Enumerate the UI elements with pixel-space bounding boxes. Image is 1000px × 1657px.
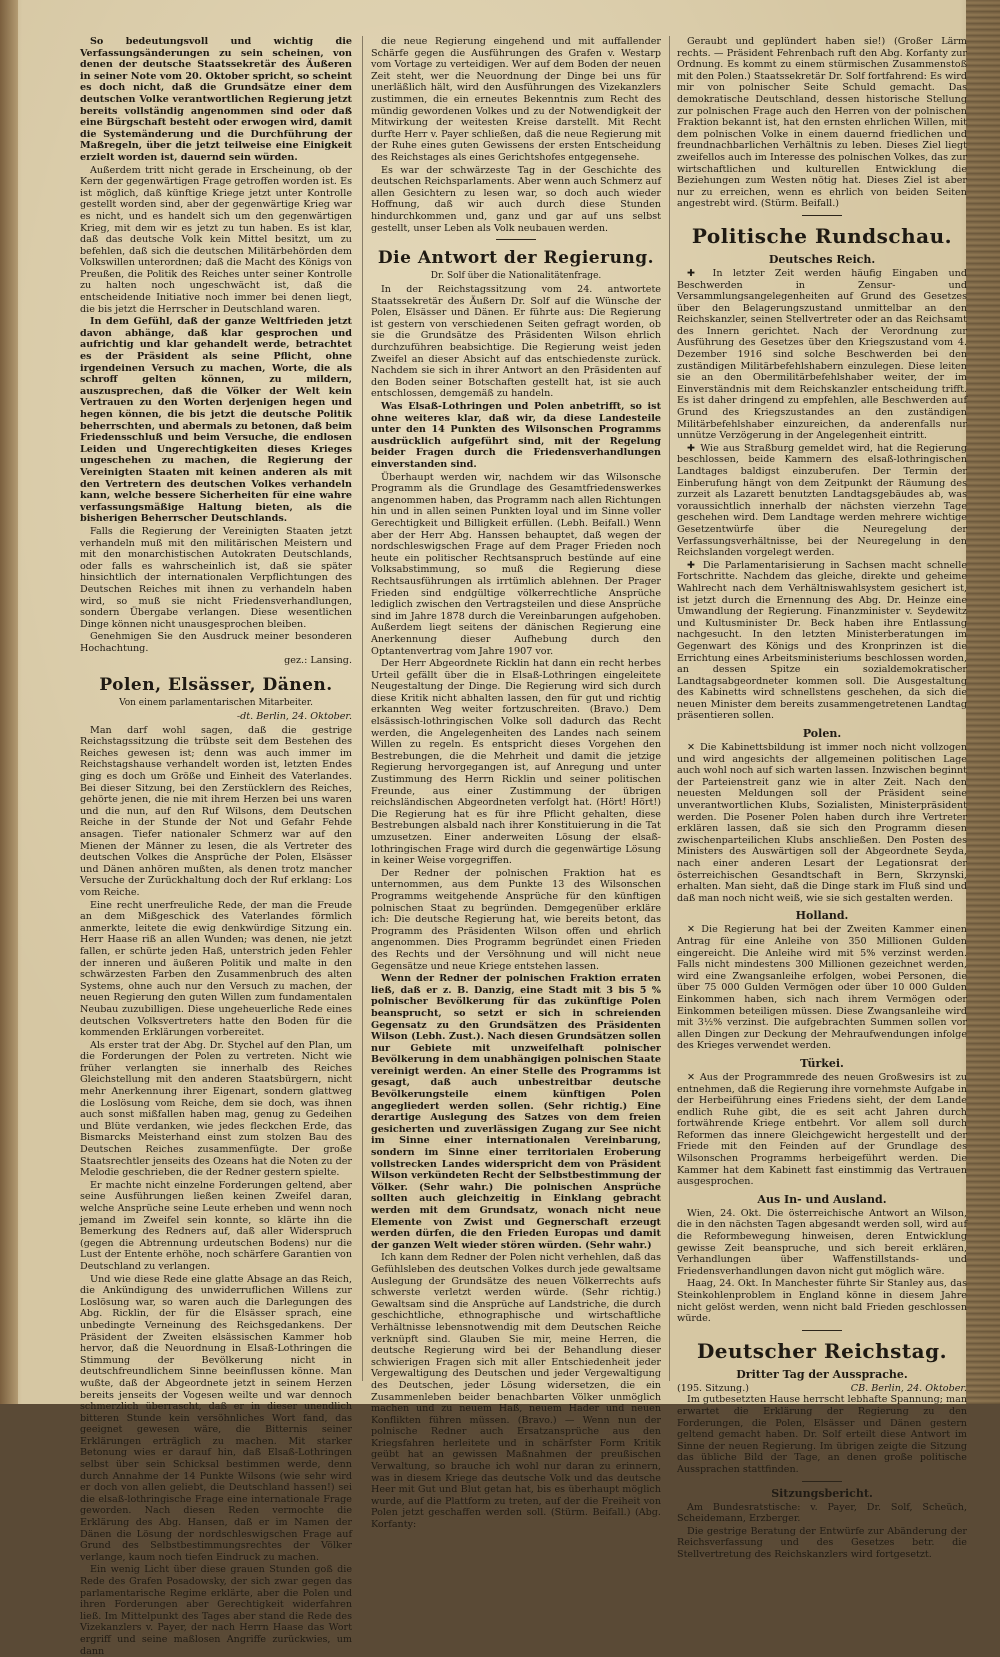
article-paragraph: Eine recht unerfreuliche Rede, der man die Freude an dem Mißgeschick des Vaterlandes förmlich anmerkte, leitete die ewig denkwürdige Sitzung ein. Herr Haase riß an allen Wunden; was denen, nie jetzt fallen, er schürte jeden Haß, unterstrich jeden Fehler der inneren und äußeren Politik und malte in den schwärzesten Farben den Zusammenbruch des alten Systems, ohne auch nur den Versuch zu machen, der neuen Regierung den guten Willen zum fundamentalen Neubau zuzubilligen. Diese ungeheuerliche Rede eines deutschen Volksvertreters hatte den Boden für die kommenden Erklärungen vorbereitet. xyxy=(80,899,352,1039)
byline: Von einem parlamentarischen Mitarbeiter. xyxy=(119,698,313,709)
section-heading-deutsches-reich: Deutsches Reich. xyxy=(768,252,876,266)
news-item: ✚ Die Parlamentarisierung in Sachsen macht schnelle Fortschritte. Nachdem das gleiche, direkte und geheime Wahlrecht nach dem Verhältniswahlsystem gesichert ist, ist jetzt durch die Ernennung des Abg. Dr. Heinze eine Umwandlung der Regierung. Finanzminister v. Seydewitz und Kultusminister Dr. Beck haben ihre Entlassung nachgesucht. In den letzten Ministerberatungen im Gegenwart des Königs und des Kronprinzen ist die Errichtung eines Arbeitsministeriums beschlossen worden, an dessen Spitze ein sozialdemokratischer Landtagsabgeordneter kommen soll. Die Ausgestaltung des Kabinetts wird schnellstens geschehen, da sich die neuen Minister dem bereits zusammengetretenen Landtag präsentieren sollen. xyxy=(677,559,967,722)
article-paragraph: Der Herr Abgeordnete Ricklin hat dann ein recht herbes Urteil gefällt über die in Elsaß-Lothringen eingeleitete Neugestaltung der Dinge. Die Regierung wird sich durch diese Kritik nicht abhalten lassen, den für gut und richtig erkannten Weg weiter fortzuschreiten. (Bravo.) Dem elsässisch-lothringischen Volke soll dadurch das Recht werden, die Angelegenheiten des Landes nach seinem Willen zu regeln. Es entspricht dieses Vorgehen den Bestrebungen, die die Mehrheit und damit die jetzige Regierung hervorgegangen ist, auf Anregung und unter Zustimmung des Herrn Ricklin und seiner politischen Freunde, aus einer Zustimmung der übrigen reichsländischen Abgeordneten verfolgt hat. (Hört! Hört!) Die Regierung hat es für ihre Pflicht gehalten, diese Bestrebungen alsbald nach ihrer Konstituierung in die Tat umzusetzen. Einer anderweiten Lösung der elsaß-lothringischen Frage wird durch die gegenwärtige Lösung in keiner Weise vorgegriffen. xyxy=(371,658,661,867)
news-item: ✕ Die Regierung hat bei der Zweiten Kammer einen Antrag für eine Anleihe von 350 Millionen Gulden eingereicht. Die Anleihe wird mit 5% verzinst werden. Falls nicht mindestens 300 Millionen gezeichnet werden, wird eine Zwangsanleihe erfolgen, wobei Personen, die über 75 000 Gulden Vermögen oder über 10 000 Gulden Einkommen haben, sich nach ihrem Vermögen oder Einkommen beteiligen müssen. Diese Zwangsanleihe wird mit 3½% verzinst. Die aufgebrachten Summen sollen vor allen Dingen zur Deckung der Mehraufwendungen infolge des Krieges verwendet werden. xyxy=(677,924,967,1052)
session-label: (195. Sitzung.) xyxy=(677,1382,749,1394)
article-paragraph: Ein wenig Licht über diese grauen Stunden goß die Rede des Grafen Posadowsky, der sich zwar gegen das parlamentarische Regime erklärte, aber die Polen und ihren Forderungen aber Gerechtigkeit widerfahren ließ. Im Mittelpunkt des Tages aber stand die Rede des Vizekanzlers v. Payer, der nach Herrn Haase das Wort ergriff und seine maßlosen Angriffe zurückwies, um dann xyxy=(80,1564,352,1657)
subheadline: Dr. Solf über die Nationalitätenfrage. xyxy=(430,271,602,282)
wilson-note-paragraph: Falls die Regierung der Vereinigten Staaten jetzt verhandeln muß mit den militärischen Meistern und mit den monarchistischen Autokraten Deutschlands, oder falls es wahrscheinlich ist, daß sie später hinsichtlich der internationalen Verpflichtungen des Deutschen Reiches mit ihnen zu verhandeln haben wird, so muß sie nicht Friedensverhandlungen, sondern Übergabe verlangen. Diese wesentlichen Dinge können nicht unausgesprochen bleiben. xyxy=(80,525,352,630)
section-divider xyxy=(802,1481,842,1482)
session-dateline: CB. Berlin, 24. Oktober. xyxy=(850,1382,967,1394)
section-heading-ausland: Aus In- und Ausland. xyxy=(757,1192,887,1206)
headline-antwort-regierung: Die Antwort der Regierung. xyxy=(377,248,655,269)
article-paragraph: Und wie diese Rede eine glatte Absage an das Reich, die Ankündigung des unwiderruflichen Willens zur Loslösung war, so waren auch die Darlegungen des Abg. Ricklin, der für die Elsässer sprach, eine unbedingte Verneinung des Reichsgedankens. Der Präsident der Zweiten elsässischen Kammer hob hervor, daß die Neuordnung in Elsaß-Lothringen die Stimmung der Bevölkerung nicht in deutschfreundlichem Sinne beeinflussen könne. Man wußte, daß der Abgeordnete jetzt in seinem Herzen bereits jenseits der Vogesen weilte und war dennoch schmerzlich überrascht, daß er in dieser unendlich bitteren Stunde kein versöhnliches Wort fand, das geeignet gewesen wäre, die Bitternis seiner Erklärungen erträglich zu machen. Mit starker Betonung wies er darauf hin, daß Elsaß-Lothringen selbst über sein Schicksal bestimmen werde, denn durch Annahme der 14 Punkte Wilsons (wie sehr wird er doch von allen geliebt, die Deutschland hassen!) sei die elsaß-lothringische Frage eine internationale Frage geworden. Nach diesen Reden vermochte die Erklärung des Abg. Hansen, daß er im Namen der Dänen die Lösung der nordschleswigschen Frage auf Grund des Selbstbestimmungsrechtes der Völker verlange, kaum noch tiefen Eindruck zu machen. xyxy=(80,1273,352,1563)
news-item: ✕ Aus der Programmrede des neuen Großwesirs ist zu entnehmen, daß die Regierung ihre vornehmste Aufgabe in der Herbeiführung eines Friedens sieht, der dem Lande endlich Ruhe gibt, die es seit acht Jahren durch fortwährende Kriege entbehrt. Vor allem soll durch Reformen das innere Gleichgewicht hergestellt und der Friede mit den Feinden auf der Grundlage des Wilsonschen Programms herbeigeführt werden. Die Kammer hat dem Kabinett fast einstimmig das Vertrauen ausgesprochen. xyxy=(677,1071,967,1188)
wilson-note-signature: gez.: Lansing. xyxy=(284,655,352,667)
section-divider xyxy=(802,1330,842,1331)
section-heading-polen: Polen. xyxy=(802,727,842,741)
article-paragraph: Im gutbesetzten Hause herrscht lebhafte Spannung; man erwartet die Erklärung der Regierung zu den Forderungen, die Polen, Elsässer und Dänen gestern geltend gemacht haben. Dr. Solf erteilt diese Antwort im Sinne der neuen Regierung. Im übrigen zeigte die Sitzung das übliche Bild der Tage, an denen große politische Aussprachen stattfinden. xyxy=(677,1394,968,1475)
article-paragraph: Es war der schwärzeste Tag in der Geschichte des deutschen Reichsparlaments. Aber wenn auch Schmerz auf allen Gesichtern zu lesen war, so doch auch wieder Hoffnung, daß wir auch durch diese Stunden hindurchkommen und, ganz und gar auf uns selbst gestellt, unser Leben als Volk neubauen werden. xyxy=(371,164,661,234)
section-heading-tuerkei: Türkei. xyxy=(800,1056,844,1070)
news-item: ✚ In letzter Zeit werden häufig Eingaben und Beschwerden in Zensur- und Versammlungsangelegenheiten auf Grund des Gesetzes über den Belagerungszustand unmittelbar an den Reichskanzler, seinen Stellvertreter oder an das Reichsamt des Innern gerichtet. Nach der Verordnung zur Ausführung des Gesetzes über den Kriegszustand vom 4. Dezember 1916 sind solche Beschwerden bei den zuständigen Militärbefehlshabern einzulegen. Diese leiten sie an den Obermilitärbefehlshaber weiter, der im Einverständnis mit dem Reichskanzler entscheidung trifft. Es ist daher dringend zu empfehlen, alle Beschwerden auf Grund des Kriegszustandes an den zuständigen Militärbefehlshaber einzureichen, da anderenfalls nur unnütze Verzögerung in der Angelegenheit eintritt. xyxy=(677,267,967,442)
news-item: Haag, 24. Okt. In Manchester führte Sir Stanley aus, das Steinkohlenproblem in England könne in diesem Jahre nicht gelöst werden, wenn nicht bald Frieden geschlossen würde. xyxy=(677,1278,967,1325)
article-paragraph: Als erster trat der Abg. Dr. Stychel auf den Plan, um die Forderungen der Polen zu vertreten. Nicht wie früher verlangten sie innerhalb des Reiches Gleichstellung mit den anderen Staatsbürgern, nicht mehr Anerkennung ihrer Eigenart, sondern glattweg die Loslösung vom Reiche, dem sie doch, was ihnen auch sonst mißfallen haben mag, genug zu Gedeihen und Blüte verdanken, wie jedes fleckchen Erde, das Bismarcks Meisterhand einst zum stolzen Bau des Deutschen Reiches zusammenfügte. Der große Staatsrechtler jenseits des Ozeans hat die Noten zu der Melodie geschrieben, die der Redner gestern spielte. xyxy=(80,1039,352,1179)
article-paragraph: Geraubt und geplündert haben sie!) (Großer Lärm rechts. — Präsident Fehrenbach ruft den Abg. Korfanty zur Ordnung. Es kommt zu einem stürmischen Zusammenstoß mit den Polen.) Staatssekretär Dr. Solf fortfahrend: Es wird mir von polnischer Seite Schuld gemacht. Das demokratische Deutschland, dessen historische Stellung zur polnischen Frage auch den Herren von der polnischen Fraktion bekannt ist, hat den ernsten ehrlichen Willen, mit dem polnischen Volke in einem dauernd friedlichen und freundnachbarlichen Verhältnis zu leben. Dieses Ziel liegt zweifellos auch im Interesse des polnischen Volkes, das zur wirtschaftlichen und kulturellen Entwicklung die Beziehungen zum Westen nötig hat. Dieses Ziel ist aber nur zu erreichen, wenn es ehrlich von beiden Seiten angestrebt wird. (Stürm. Beifall.) xyxy=(677,36,967,210)
wilson-note-paragraph: Außerdem tritt nicht gerade in Erscheinung, ob der Kern der gegenwärtigen Frage getroffen worden ist. Es ist möglich, daß künftige Kriege jetzt unter Kontrolle gestellt worden sind, aber der gegenwärtige Krieg war es nicht, und es handelt sich um den gegenwärtigen Krieg, mit dem wir es jetzt zu tun haben. Es ist klar, daß das deutsche Volk kein Mittel besitzt, um zu befehlen, daß sich die deutschen Militärbehörden dem Volkswillen unterordnen; daß die Macht des Königs von Preußen, die Politik des Reiches unter seiner Kontrolle zu halten noch ungeschwächt ist, daß die entscheidende Initiative noch immer bei denen liegt, die bis jetzt die Herrscher in Deutschland waren. xyxy=(80,164,352,315)
page-binding xyxy=(0,0,18,1404)
article-paragraph: Überhaupt werden wir, nachdem wir das Wilsonsche Programm als die Grundlage des Gesamtfriedenswerkes angenommen haben, das Programm nach allen Richtungen hin und in allen seinen Punkten loyal und im Sinne voller Gerechtigkeit und Billigkeit erfüllen. (Lebh. Beifall.) Wenn aber der Herr Abg. Hanssen behauptet, daß wegen der nordschleswigschen Frage auf dem Prager Frieden noch heute ein politischer Rechtsanspruch bestünde auf eine Volksabstimmung, so muß die Regierung diese Rechtsausführungen als irrtümlich ablehnen. Der Prager Frieden sind endgültige völkerrechtliche Ansprüche lediglich zwischen den Vertragsteilen und diese Ansprüche sind im Jahre 1878 durch die Vereinbarungen aufgehoben. Außerdem liegt seitens der dänischen Regierung eine Anerkennung dieser Aufhebung durch den Optantenvertrag vom Jahre 1907 vor. xyxy=(371,471,661,657)
article-paragraph: Man darf wohl sagen, daß die gestrige Reichstagssitzung die trübste seit dem Bestehen des Reiches gewesen ist; denn was auch immer im Reichstagshause verhandelt worden ist, letzten Endes ging es doch um Größe und Einheit des Vaterlandes. Bei dieser Sitzung, bei den Zerstücklern des Reiches, gehörte jenen, die nie mit ihrem Herzen bei uns waren und die nun, auf den Ruf Wilsons, dem Deutschen Reiche in der Stunde der Not und Gefahr Fehde ansagen. Tiefer nationaler Schmerz war auf den Mienen der Männer zu lesen, die als Vertreter des deutschen Volkes die Ansprüche der Polen, Elsässer und Dänen anhören mußten, als denen trotz mancher Versuche der Zurückhaltung doch der Ruf erklang: Los vom Reiche. xyxy=(80,724,352,898)
dateline: -dt. Berlin, 24. Oktober. xyxy=(236,711,352,723)
wilson-note-paragraph: In dem Gefühl, daß der ganze Weltfrieden jetzt davon abhänge, daß klar gesprochen und aufrichtig und klar gehandelt werde, betrachtet es der Präsident als seine Pflicht, ohne irgendeinen Versuch zu machen, Worte, die als schroff gelten können, zu mildern, auszusprechen, daß die Völker der Welt kein Vertrauen zu den Worten derjenigen hegen und hegen können, die bis jetzt die deutsche Politik beherrschten, und abermals zu betonen, daß beim Friedensschluß und beim Versuche, die endlosen Leiden und Ungerechtigkeiten dieses Krieges ungeschehen zu machen, die Regierung der Vereinigten Staaten mit keinen anderen als mit den Vertretern des deutschen Volkes verhandeln kann, welche bessere Sicherheiten für eine wahre verfassungsmäßige Haltung bieten, als die bisherigen Beherrscher Deutschlands. xyxy=(80,316,352,525)
headline-politische-rundschau: Politische Rundschau. xyxy=(691,223,953,248)
section-heading-holland: Holland. xyxy=(795,909,849,923)
column-rule-1 xyxy=(362,36,363,1381)
article-paragraph: Der Redner der polnischen Fraktion hat es unternommen, aus dem Punkte 13 des Wilsonschen Programms weitgehende Ansprüche für den künftigen polnischen Staat zu begründen. Demgegenüber erkläre ich: Die deutsche Regierung hat, wie bereits betont, das Programm des Präsidenten Wilson offen und ehrlich angenommen. Dies Programm begründet einen Frieden des Rechts und der Versöhnung und will nicht neue Gegensätze und neue Kriege entstehen lassen. xyxy=(371,867,661,972)
section-divider xyxy=(802,215,842,216)
article-paragraph: Was Elsaß-Lothringen und Polen anbetrifft, so ist ohne weiteres klar, daß wir, da diese Landesteile unter den 14 Punkten des Wilsonschen Programms ausdrücklich aufgeführt sind, mit der Regelung beider Fragen durch die Friedensverhandlungen einverstanden sind. xyxy=(371,401,661,470)
column-3 xyxy=(677,36,968,1560)
column-2 xyxy=(371,36,661,1531)
headline-deutscher-reichstag: Deutscher Reichstag. xyxy=(696,1338,948,1363)
section-heading-sitzungsbericht: Sitzungsbericht. xyxy=(771,1486,873,1500)
news-item: ✚ Wie aus Straßburg gemeldet wird, hat die Regierung beschlossen, beide Kammern des elsaß-lothringischen Landtages baldigst einzuberufen. Der Termin der Einberufung hängt von dem Zeitpunkt der Räumung des zurzeit als Lazarett benutzten Landtagsgebäudes ab, was voraussichtlich innerhalb der nächsten vierzehn Tage geschehen wird. Dem Landtage werden mehrere wichtige Gesetzentwürfe über die Neuregelung der Verfassungsverhältnisse, bei der Neuregelung in den Reichslanden vorgelegt werden. xyxy=(677,442,967,559)
column-rule-2 xyxy=(669,36,670,1381)
article-paragraph: Ich kann dem Redner der Polen nicht verhehlen, daß das Gefühlsleben des deutschen Volkes durch jede gewaltsame Auslegung der Grundsätze des neuen Völkerrechts aufs schwerste verletzt werden würde. (Sehr richtig.) Gewaltsam sind die Ansprüche auf Landstriche, die durch geschichtliche, ethnographische und wirtschaftliche Verhältnisse lebensnotwendig mit dem Deutschen Reiche verknüpft sind. Glauben Sie mir, meine Herren, die deutsche Regierung wird bei der Behandlung dieser schwierigen Fragen sich mit aller Entschiedenheit jeder Vergewaltigung des Deutschen und jeder Vergewaltigung des Deutschen, jeder Lösung widersetzen, die ein Zusammenleben beider benachbarten Völker unmöglich machen und zu neuem Haß, neuem Hader und neuen Konflikten führen müssen. (Bravo.) — Wenn nun der polnische Redner auch Ersatzansprüche aus den Kriegsfahren herleitete und in schärfster Form Kritik geübt hat an gewissen Maßnahmen der preußischen Verwaltung, so brauche ich wohl nur daran zu erinnern, was in diesem Kriege das deutsche Volk und das deutsche Heer mit Gut und Blut getan hat, bis es überhaupt möglich wurde, auf die Plattform zu treten, auf der die Freiheit von Polen jetzt geschaffen werden soll. (Stürm. Beifall.) (Abg. Korfanty: xyxy=(371,1252,661,1531)
article-paragraph: Am Bundesratstische: v. Payer, Dr. Solf, Scheüch, Scheidemann, Erzberger. xyxy=(677,1501,967,1525)
article-paragraph: In der Reichstagssitzung vom 24. antwortete Staatssekretär des Äußern Dr. Solf auf die Wünsche der Polen, Elsässer und Dänen. Er führte aus: Die Regierung ist gestern von verschiedenen Seiten gefragt worden, ob sie die Grundsätze des Präsidenten Wilson ehrlich durchzuführen beabsichtige. Die Regierung weist jeden Zweifel an dieser Absicht auf das entschiedenste zurück. Nachdem sie sich in ihrer Antwort an den Präsidenten auf den Boden seiner Botschaften gestellt hat, ist sie auch entschlossen, demgemäß zu handeln. xyxy=(371,284,661,400)
session-line xyxy=(677,1383,967,1395)
page-edge xyxy=(966,0,1000,1404)
column-1 xyxy=(80,36,352,1657)
article-paragraph: Er machte nicht einzelne Forderungen geltend, aber seine Ausführungen ließen keinen Zweifel daran, welche Ansprüche seine Leute erheben und wenn noch jemand im Zweifel sein konnte, so klärte ihn die Bemerkung des Redners auf, daß aller Widerspruch (gegen die Abtrennung urdeutschen Bodens) nur die Lust der Entente erhöhe, noch schärfere Garantien von Deutschland zu verlangen. xyxy=(80,1179,352,1272)
news-item: ✕ Die Kabinettsbildung ist immer noch nicht vollzogen und wird angesichts der allgemeinen politischen Lage auch wohl noch auf sich warten lassen. Inzwischen beginnt der Parteienstreit ganz wie in alter Zeit. Nach den neuesten Meldungen soll der Präsident seine unverantwortlichen Klubs, Sozialisten, Ministerpräsident werden. Die Posener Polen haben durch ihre Vertreter erklären lassen, daß sie sich den Programm diesen zwischenparteilichen Klubs anschließen. Den Posten des Ministers des Auswärtigen soll der Abgeordnete Seyda, nach einer anderen Lesart der Legationsrat der österreichischen Gesandtschaft in Bern, Skrzynski, erhalten. Man sieht, daß die Dinge stark im Fluß sind und daß man noch nicht weiß, wie sie sich gestalten werden. xyxy=(677,742,967,904)
article-paragraph: Wenn der Redner der polnischen Fraktion erraten ließ, daß er z. B. Danzig, eine Stadt mit 3 bis 5 % polnischer Bevölkerung für das zukünftige Polen beansprucht, so setzt er sich in schreienden Gegensatz zu den Grundsätzen des Präsidenten Wilson (Lebh. Zust.). Nach diesen Grundsätzen sollen nur Gebiete mit unzweifelhaft polnischer Bevölkerung in dem unabhängigen polnischen Staate vereinigt werden. An einer Stelle des Programms ist gesagt, daß auch unbestreitbar deutsche Bevölkerungsteile einem künftigen Polen angegliedert werden sollen. (Sehr richtig.) Eine derartige Auslegung des Satzes von dem freien gesicherten und zuverlässigen Zugang zur See nicht im Sinne einer internationalen Vereinbarung, sondern im Sinne einer territorialen Eroberung vollstrecken Landes widerspricht dem von Präsident Wilson verkündeten Recht der Selbstbestimmung der Völker. (Sehr wahr.) Die polnischen Ansprüche sollten auch gleichzeitig in Einklang gebracht werden mit dem Grundsatz, wonach nicht neue Elemente von Zwist und Gegnerschaft erzeugt werden dürfen, die den Frieden Europas und damit der ganzen Welt wieder stören würden. (Sehr wahr.) xyxy=(371,973,661,1251)
wilson-note-paragraph: So bedeutungsvoll und wichtig die Verfassungsänderungen zu sein scheinen, von denen der deutsche Staatssekretär des Äußeren in seiner Note vom 20. Oktober spricht, so scheint es doch nicht, daß die Grundsätze einer dem deutschen Volke verantwortlichen Regierung jetzt bereits vollständig angenommen sind oder daß eine Bürgschaft besteht oder erwogen wird, damit die Systemänderung und die Durchführung der Maßregeln, über die jetzt teilweise eine Einigkeit erzielt worden ist, dauernd sein würden. xyxy=(80,36,352,163)
section-divider xyxy=(496,239,536,240)
article-paragraph: Die gestrige Beratung der Entwürfe zur Abänderung der Reichsverfassung und des Gesetzes betr. die Stellvertretung des Reichskanzlers wird fortgesetzt. xyxy=(677,1525,967,1560)
wilson-note-closing: Genehmigen Sie den Ausdruck meiner besonderen Hochachtung. xyxy=(80,631,352,654)
subheadline-dritter-tag: Dritter Tag der Aussprache. xyxy=(736,1367,908,1381)
article-paragraph: die neue Regierung eingehend und mit auffallender Schärfe gegen die Ausführungen des Grafen v. Westarp vom Vortage zu verteidigen. Wer auf dem Boden der neuen Zeit steht, wer die Neuordnung der Dinge bei uns für unerläßlich hält, wird den Ausführungen des Vizekanzlers zustimmen, die ein erneutes Bekenntnis zum Recht des mündig gewordenen Volkes und zu der Notwendigkeit der Mitwirkung der weitesten Kreise darstellt. Mit Recht durfte Herr v. Payer schließen, daß die neue Regierung mit der Ruhe eines guten Gewissens der ersten Entscheidung des Reichstages als eines Gerichtshofes entgegensehe. xyxy=(371,36,661,163)
headline-polen-elsaesser-daenen: Polen, Elsässer, Dänen. xyxy=(99,675,333,696)
news-item: Wien, 24. Okt. Die österreichische Antwort an Wilson, die in den nächsten Tagen abgesandt werden soll, wird auf die Reformbewegung hinweisen, deren Entwicklung gewisse Zeit beanspruche, und sich bereit erklären, Verhandlungen über Waffenstillstands- und Friedensverhandlungen davon nicht gut möglich wäre. xyxy=(677,1207,967,1277)
